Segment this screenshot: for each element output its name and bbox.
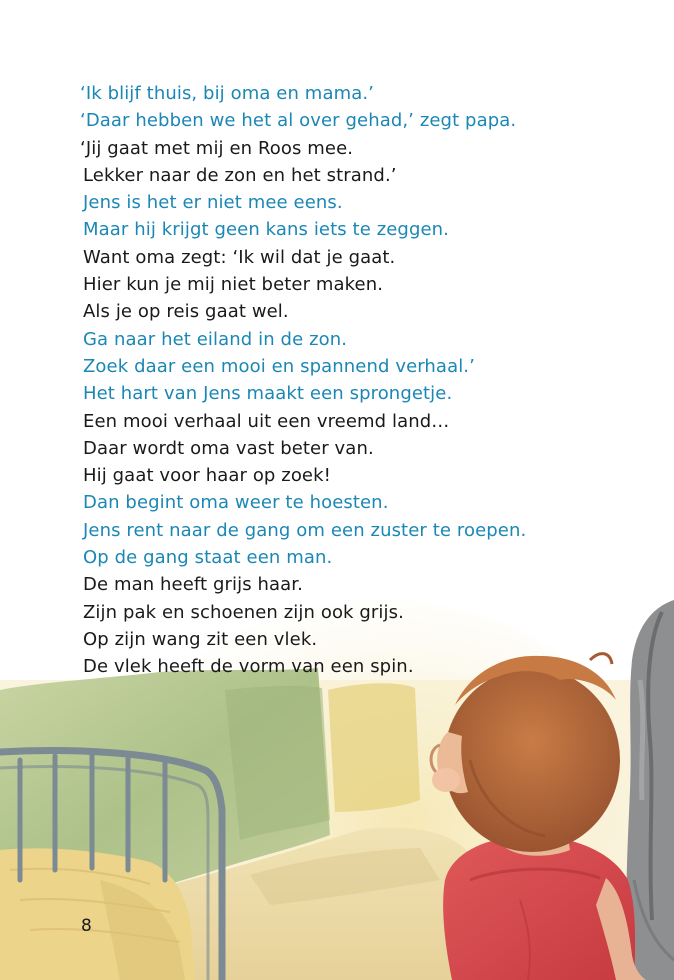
story-text <box>80 80 660 681</box>
story-line: Jens rent naar de gang om een zuster te roepen. <box>83 519 527 541</box>
doorway <box>328 683 420 812</box>
story-line: Daar wordt oma vast beter van. <box>83 437 374 459</box>
story-line: Zijn pak en schoenen zijn ook grijs. <box>83 601 404 623</box>
story-line: Ga naar het eiland in de zon. <box>83 328 348 350</box>
story-line: Jens is het er niet mee eens. <box>83 192 343 214</box>
story-line: ‘Ik blijf thuis, bij oma en mama.’ <box>80 83 374 104</box>
story-line: Maar hij krijgt geen kans iets te zeggen. <box>83 219 449 241</box>
story-line: ‘Jij gaat met mij en Roos mee. <box>80 137 354 159</box>
story-line: Op zijn wang zit een vlek. <box>83 628 318 650</box>
story-line: Op de gang staat een man. <box>83 547 333 569</box>
story-line: De man heeft grijs haar. <box>83 574 303 596</box>
story-line: Hij gaat voor haar op zoek! <box>83 465 331 487</box>
boy-cheek <box>432 768 460 792</box>
story-line: Zoek daar een mooi en spannend verhaal.’ <box>83 355 475 377</box>
story-line: De vlek heeft de vorm van een spin. <box>83 656 414 678</box>
story-line: Want oma zegt: ‘Ik wil dat je gaat. <box>83 246 396 268</box>
story-line: Het hart van Jens maakt een sprongetje. <box>83 383 453 405</box>
story-line: Dan begint oma weer te hoesten. <box>83 492 389 514</box>
story-line: Lekker naar de zon en het strand.’ <box>83 164 397 186</box>
story-line: Als je op reis gaat wel. <box>83 301 289 323</box>
story-line: ‘Daar hebben we het al over gehad,’ zegt papa. <box>80 110 517 132</box>
page-number: 8 <box>81 916 92 936</box>
wall-shade <box>225 686 330 840</box>
story-line: Hier kun je mij niet beter maken. <box>83 274 384 296</box>
story-line: Een mooi verhaal uit een vreemd land… <box>83 410 450 432</box>
